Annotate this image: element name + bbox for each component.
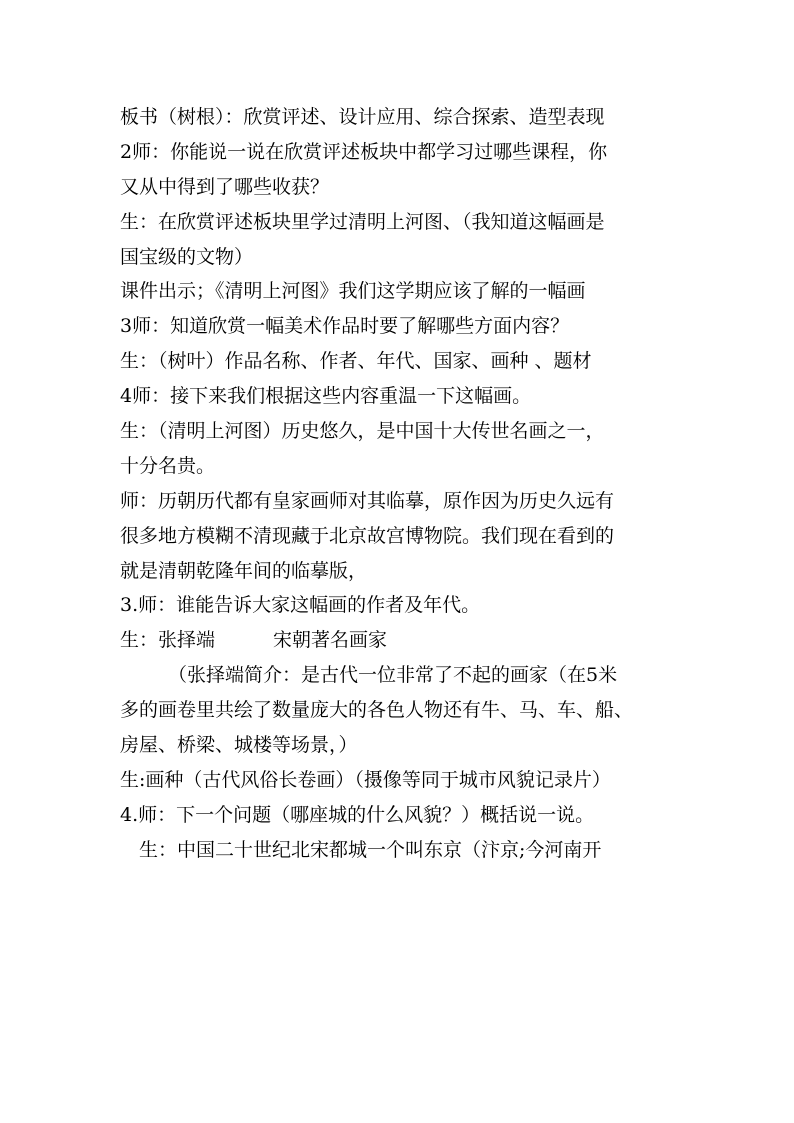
lesson-transcript	[120, 100, 680, 868]
teacher-question-line: 2师：你能说一说在欣赏评述板块中都学习过哪些课程，你	[120, 140, 608, 163]
teacher-question-line: 3师：知道欣赏一幅美术作品时要了解哪些方面内容？	[120, 315, 570, 338]
teacher-question-line: 又从中得到了哪些收获？	[120, 175, 330, 198]
teacher-explanation-line: 很多地方模糊不清现藏于北京故宫博物院。我们现在看到的	[120, 524, 615, 547]
painter-introduction-line: 多的画卷里共绘了数量庞大的各色人物还有牛、马、车、船、	[120, 699, 634, 722]
student-answer-line: 生:画种（古代风俗长卷画）（摄像等同于城市风貌记录片）	[120, 768, 611, 791]
painter-introduction-line: 房屋、桥梁、城楼等场景，）	[120, 734, 358, 757]
student-answer-line: 国宝级的文物）	[120, 245, 254, 268]
student-answer-line: 十分名贵。	[120, 454, 216, 477]
student-answer-line: 生：在欣赏评述板块里学过清明上河图、（我知道这幅画是	[120, 210, 605, 233]
teacher-explanation-line: 师：历朝历代都有皇家画师对其临摹，原作因为历史久远有	[120, 489, 615, 512]
painter-introduction-line: （张择端简介：是古代一位非常了不起的画家（在5米	[168, 664, 618, 687]
student-answer-line: 生：（树叶）作品名称、作者、年代、国家、画种 、题材	[120, 350, 592, 373]
student-answer-painter: 生：张择端	[120, 629, 216, 652]
teacher-question-line: 4师：接下来我们根据这些内容重温一下这幅画。	[120, 385, 532, 408]
student-answer-line: 生：中国二十世纪北宋都城一个叫东京（汴京;今河南开	[139, 838, 602, 861]
teacher-question-line: 3.师：谁能告诉大家这幅画的作者及年代。	[120, 594, 481, 617]
teacher-question-line: 4.师：下一个问题（哪座城的什么风貌？）概括说一说。	[120, 803, 595, 826]
student-answer-dynasty: 宋朝著名画家	[273, 629, 388, 652]
blackboard-outline-line: 板书（树根）：欣赏评述、设计应用、综合探索、造型表现	[120, 106, 605, 128]
student-answer-line: 生：（清明上河图）历史悠久，是中国十大传世名画之一，	[120, 420, 605, 443]
student-answer-line	[120, 623, 680, 658]
courseware-line: 课件出示；《清明上河图》我们这学期应该了解的一幅画	[120, 280, 586, 303]
teacher-explanation-line: 就是清朝乾隆年间的临摹版，	[120, 559, 368, 582]
